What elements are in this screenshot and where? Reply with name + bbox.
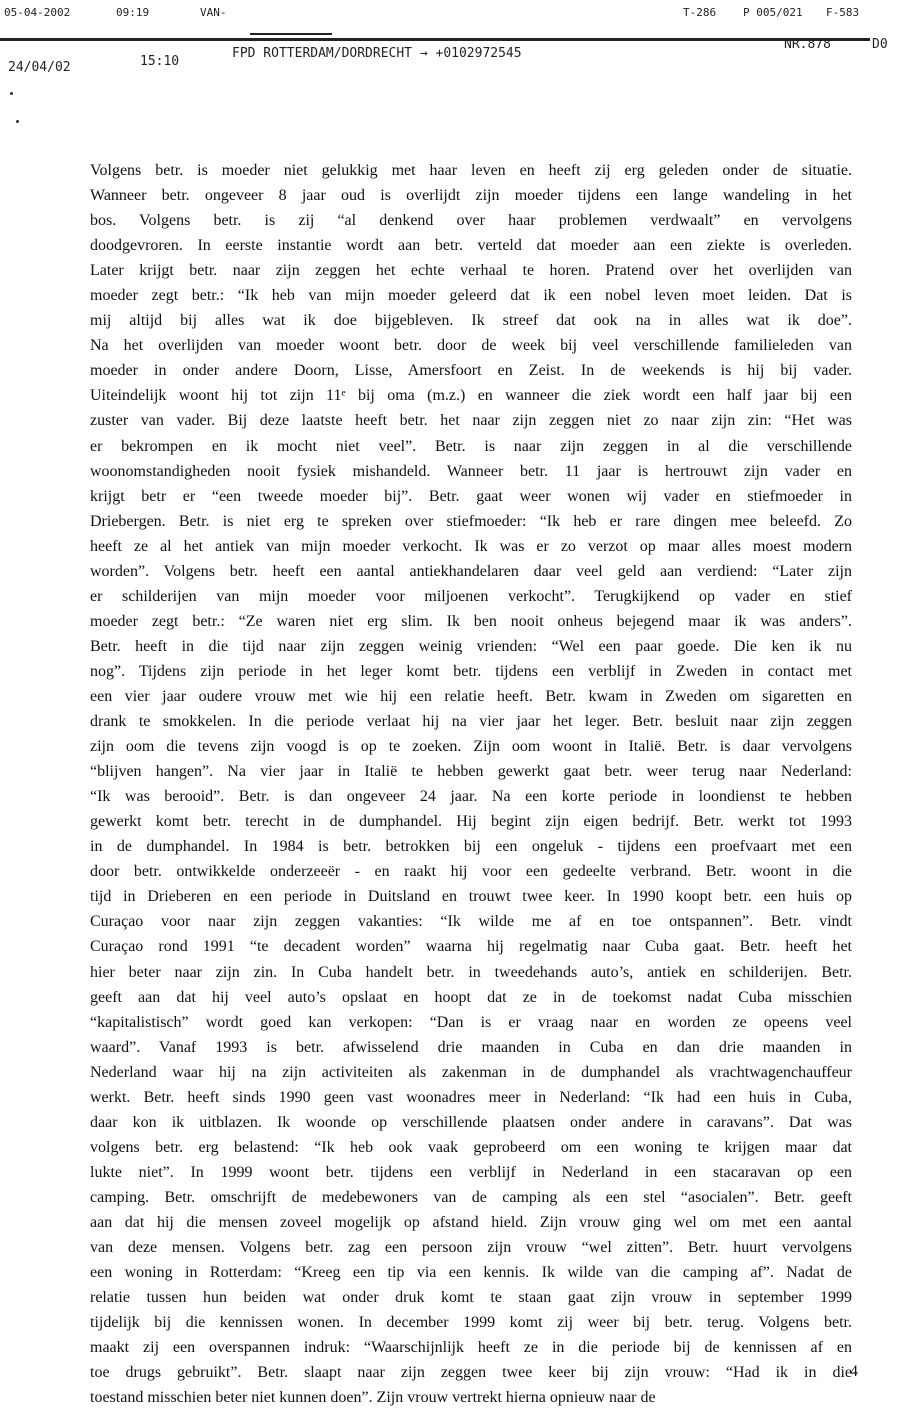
fax-sender: FPD ROTTERDAM/DORDRECHT → +0102972545 (232, 46, 522, 61)
text-line: “blijven hangen”. Na vier jaar in Italië te hebben gewerkt gaat betr. weer terug naar Nederland: (90, 763, 852, 781)
text-line: Volgens betr. is moeder niet gelukkig met haar leven en heeft zij erg geleden onder de situatie. (90, 162, 852, 179)
text-line: doodgevroren. In eerste instantie wordt aan betr. verteld dat moeder aan een ziekte is overleden. (90, 237, 852, 255)
scan-speck (16, 120, 19, 123)
text-line: moeder in onder andere Doorn, Lisse, Amersfoort en Zeist. In de weekends is hij bij vader. (90, 362, 852, 380)
text-line: tijdelijk bij die kennissen wonen. In december 1999 komt zij weer bij betr. terug. Volgens betr. (90, 1314, 852, 1332)
text-line: moeder zegt betr.: “Ik heb van mijn moeder geleerd dat ik een nobel leven moet leiden. Dat is (90, 287, 852, 305)
text-line: krijgt betr er “een tweede moeder bij”. Betr. gaat weer wonen wij vader en stiefmoeder in (90, 487, 852, 505)
text-line: aan dat hij die mensen zoveel mogelijk op afstand hield. Zijn vrouw ging wel om met een aantal (90, 1213, 852, 1231)
text-line: tijd in Drieberen en een periode in Duitsland en trouwt twee keer. In 1990 koopt betr. een huis op (90, 888, 852, 906)
text-line: moeder zegt betr.: “Ze waren niet erg slim. Ik ben nooit onheus bejegend maar ik was anders”. (90, 612, 852, 630)
text-line: relatie tussen hun beiden wat onder druk komt te staan gaat zijn vrouw in september 1999 (90, 1289, 852, 1307)
text-line: Uiteindelijk woont hij tot zijn 11ᵉ bij oma (m.z.) en wanneer die ziek wordt een half jaar bij een (90, 387, 852, 405)
text-line: Wanneer betr. ongeveer 8 jaar oud is overlijdt zijn moeder tijdens een lange wandeling in het (90, 187, 852, 205)
text-line: Curaçao rond 1991 “te decadent worden” waarna hij regelmatig naar Cuba gaat. Betr. heeft het (90, 938, 852, 956)
text-line: geeft aan dat hij veel auto’s opslaat en hoopt dat ze in de toekomst nadat Cuba misschien (90, 988, 852, 1006)
text-line: “kapitalistisch” wordt goed kan verkopen: “Dan is er vraag naar en worden ze opeens veel (90, 1013, 852, 1031)
text-line: Na het overlijden van moeder woont betr. door de week bij veel verschillende familieleden van (90, 337, 852, 355)
fax-header-f: F-583 (826, 6, 860, 19)
text-line: worden”. Volgens betr. heeft een aantal antiekhandelaren daar veel geld aan verdiend: “Later zijn (90, 562, 852, 580)
text-line: van deze mensen. Volgens betr. zag een persoon zijn vrouw “wel zitten”. Betr. huurt vervolgens (90, 1239, 852, 1257)
text-line: er bekrompen en ik mocht niet veel”. Betr. is naar zijn zeggen in al die verschillende (90, 437, 852, 455)
text-line: een woning in Rotterdam: “Kreeg een tip via een kennis. Ik wilde van die camping af”. Nadat de (90, 1264, 852, 1282)
text-line: werkt. Betr. heeft sinds 1990 geen vast woonadres meer in Nederland: “Ik had een huis in Cuba, (90, 1088, 852, 1106)
text-line: Betr. heeft in die tijd naar zijn zeggen weinig vrienden: “Wel een paar goede. Die ken ik nu (90, 637, 852, 655)
text-line: een vier jaar oudere vrouw met wie hij een relatie heeft. Betr. kwam in Zweden om sigaretten en (90, 687, 852, 705)
fax-code: D0 (872, 37, 888, 52)
fax-header-from: VAN- (200, 6, 227, 19)
fax-header-time: 09:19 (116, 6, 150, 19)
text-line: lukte niet”. In 1999 woont betr. tijdens een verblijf in Nederland in een stacaravan op een (90, 1163, 852, 1181)
fax-header-page: P 005/021 (743, 6, 803, 19)
fax-second-time: 15:10 (140, 54, 180, 69)
text-line: door betr. ontwikkelde onderzeeër - en raakt hij voor een gedeelte verbrand. Betr. woont in die (90, 863, 852, 881)
text-line: camping. Betr. omschrijft de medebewoners van de camping als een stel “asocialen”. Betr. geeft (90, 1188, 852, 1206)
text-line: bos. Volgens betr. is zij “al denkend over haar problemen verdwaalt” en vervolgens (90, 212, 852, 230)
text-line: zijn oom die tevens zijn voogd is op te zoeken. Zijn oom woont in Italië. Betr. is daar vervolgens (90, 738, 852, 756)
text-line: gewerkt komt betr. terecht in de dumphandel. Hij begint zijn eigen bedrijf. Betr. werkt tot 1993 (90, 813, 852, 831)
text-line: Curaçao voor naar zijn zeggen vakanties: “Ik wilde me af en toe ontspannen”. Betr. vindt (90, 913, 852, 931)
text-line: hier beter naar zijn zin. In Cuba handelt betr. in tweedehands auto’s, antiek en schilderijen. Betr. (90, 963, 852, 981)
text-line: maakt zij een overspannen indruk: “Waarschijnlijk heeft ze in die periode bij de kennissen af en (90, 1339, 852, 1357)
text-line: er schilderijen van mijn moeder voor miljoenen verkocht”. Terugkijkend op vader en stief (90, 587, 852, 605)
page-number: 4 (850, 1363, 858, 1380)
scan-speck (10, 92, 13, 95)
fax-nr: NR.878 (784, 37, 831, 52)
text-line: daar kon ik uitblazen. Ik woonde op verschillende plaatsen onder andere in caravans”. Dat was (90, 1113, 852, 1131)
fax-second-date: 24/04/02 (8, 60, 71, 75)
text-line: nog”. Tijdens zijn periode in het leger komt betr. tijdens een verblijf in Zweden in contact met (90, 662, 852, 680)
text-line: “Ik was berooid”. Betr. is dan ongeveer 24 jaar. Na een korte periode in loondienst te hebben (90, 788, 852, 806)
header-rule-long (0, 38, 870, 41)
text-line: mij altijd bij alles wat ik doe bijgebleven. Ik streef dat ook na in alles wat ik doe”. (90, 312, 852, 330)
text-line: woonomstandigheden nooit fysiek mishandeld. Wanneer betr. 11 jaar is hertrouwt zijn vader en (90, 462, 852, 480)
header-rule-short (250, 33, 332, 35)
text-line: waard”. Vanaf 1993 is betr. afwisselend drie maanden in Cuba en dan drie maanden in (90, 1038, 852, 1056)
text-line: volgens betr. erg belastend: “Ik heb ook vaak geprobeerd om een woning te krijgen maar dat (90, 1138, 852, 1156)
text-line: zuster van vader. Bij deze laatste heeft betr. het naar zijn zeggen niet zo naar zijn zin: “Het was (90, 412, 852, 430)
document-body (90, 158, 852, 1410)
text-line: toe drugs gebruikt”. Betr. slaapt naar zijn zeggen twee keer bij zijn vrouw: “Had ik in die (90, 1364, 852, 1382)
text-line: in de dumphandel. In 1984 is betr. betrokken bij een ongeluk - tijdens een proefvaart met een (90, 838, 852, 856)
fax-header-date: 05-04-2002 (4, 6, 71, 19)
text-line: Driebergen. Betr. is niet erg te spreken over stiefmoeder: “Ik heb er rare dingen mee beleefd. Zo (90, 512, 852, 530)
text-line: Later krijgt betr. naar zijn zeggen het echte verhaal te horen. Pratend over het overlijden van (90, 262, 852, 280)
text-line: toestand misschien beter niet kunnen doen”. Zijn vrouw vertrekt hierna opnieuw naar de (90, 1389, 656, 1407)
text-line: Nederland waar hij na zijn activiteiten als zakenman in de dumphandel als vrachtwagenchauffeur (90, 1063, 852, 1081)
text-line: drank te smokkelen. In die periode verlaat hij na vier jaar het leger. Betr. besluit naar zijn zeggen (90, 713, 852, 731)
fax-header-tx: T-286 (683, 6, 717, 19)
text-line: heeft ze al het antiek van mijn moeder verkocht. Ik was er zo verzot op maar alles moest modern (90, 537, 852, 555)
